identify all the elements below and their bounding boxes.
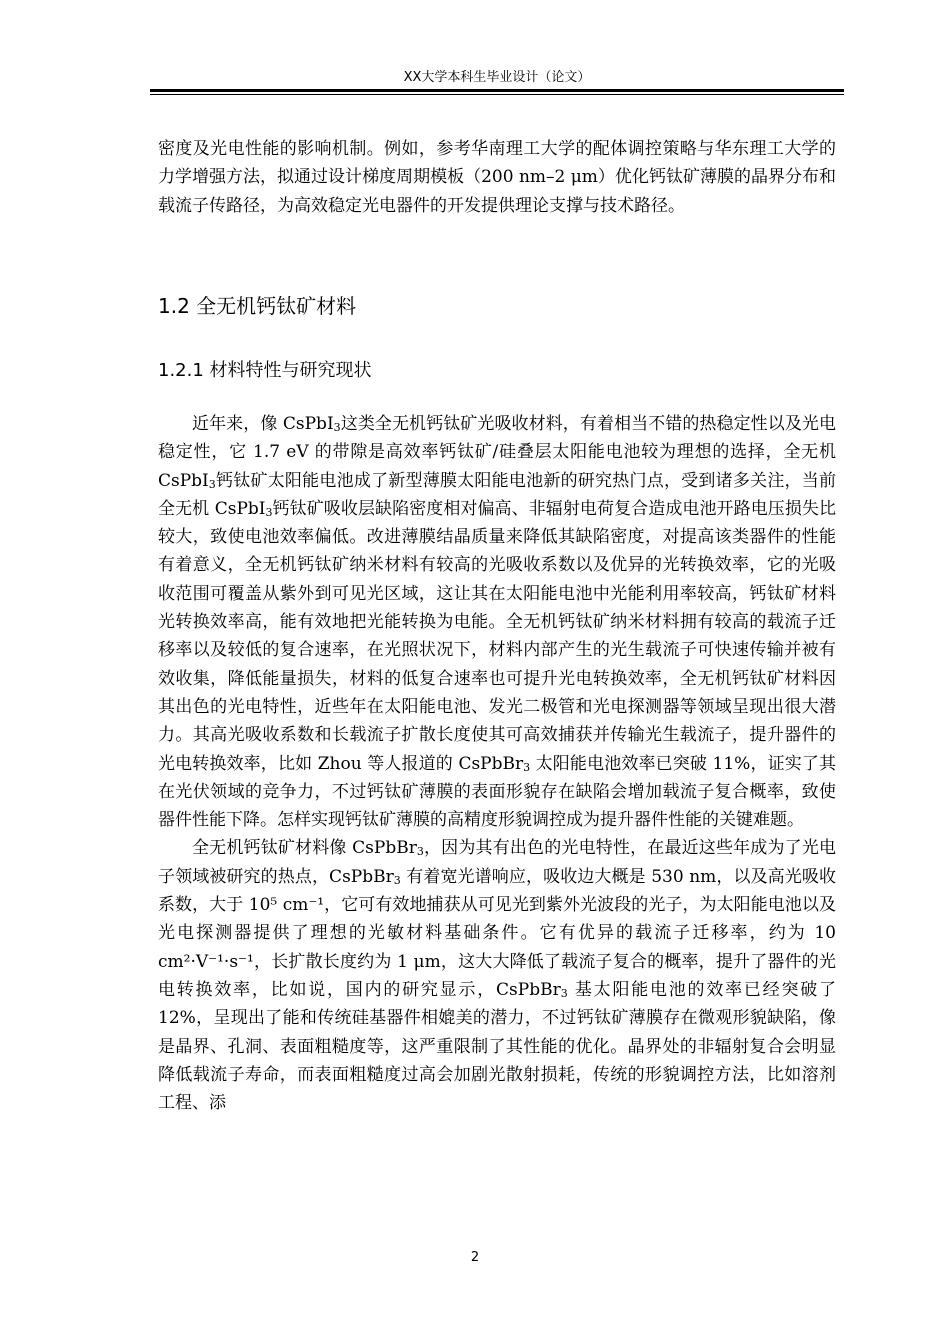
header-rule-thick	[150, 89, 844, 92]
header-rule-thin	[150, 94, 844, 95]
paragraph-2-text: 全无机钙钛矿材料像 CsPbBr	[192, 838, 417, 859]
paragraph-1-text: 钙钛矿太阳能电池成了新型薄膜太阳能电池新的研究热门点，受到诸多关注，当前全无机 CsPbI	[158, 470, 836, 519]
subscript: 3	[560, 986, 568, 1000]
paragraph-2-text: ，因为其有出色的光电特性，在最近这些年成为了光电子领域被研究的热点，CsPbBr	[158, 838, 837, 887]
subscript: 3	[333, 421, 341, 434]
paragraph-1	[158, 410, 836, 834]
paragraph-1-text: 太阳能电池效率已突破 11%，证实了其在光伏领域的竞争力，不过钙钛矿薄膜的表面形貌存在缺陷会增加载流子复合概率，致使器件性能下降。怎样实现钙钛矿薄膜的高精度形貌调控成为提升器件性能的关键难题。	[158, 753, 837, 831]
section-heading: 1.2 全无机钙钛矿材料	[158, 294, 357, 318]
subscript: 3	[393, 873, 401, 887]
main-text	[158, 410, 836, 1117]
paragraph-1-text: 这类全无机钙钛矿光吸收材料，有着相当不错的热稳定性以及光电稳定性，它 1.7 eV 的带隙是高效率钙钛矿/硅叠层太阳能电池较为理想的选择，全无机 CsPbI	[158, 414, 836, 491]
subscript: 3	[265, 505, 273, 519]
subsection-heading: 1.2.1 材料特性与研究现状	[158, 360, 372, 381]
paragraph-1-text: 钙钛矿吸收层缺陷密度相对偏高、非辐射电荷复合造成电池开路电压损失比较大，致使电池效率偏低。改进薄膜结晶质量来降低其缺陷密度，对提高该类器件的性能有着意义，全无机钙钛矿纳米材料有较高的光吸收系数以及优异的光转换效率，它的光吸收范围可覆盖从紫外到可见光区域，这让其在太阳能电池中光能利用率较高，钙钛矿材料光转换效率高，能有效地把光能转换为电能。全无机钙钛矿纳米材料拥有较高的载流子迁移率以及较低的复合速率，在光照状况下，材料内部产生的光生载流子可快速传输并被有效收集，降低能量损失，材料的低复合速率也可提升光电转换效率，全无机钙钛矿材料因其出色的光电特性，近些年在太阳能电池、发光二极管和光电探测器等领域呈现出很大潜力。其高光吸收系数和长载流子扩散长度使其可高效捕获并传输光生载流子，提升器件的光电转换效率，比如 Zhou 等人报道的 CsPbBr	[158, 498, 837, 774]
paragraph-2	[158, 834, 836, 1117]
paragraph-2-text: 基太阳能电池的效率已经突破了 12%，呈现出了能和传统硅基器件相媲美的潜力，不过钙钛矿薄膜存在微观形貌缺陷，像是晶界、孔洞、表面粗糙度等，这严重限制了其性能的优化。晶界处的非辐射复合会明显降低载流子寿命，而表面粗糙度过高会加剧光散射损耗，传统的形貌调控方法，比如溶剂工程、添	[158, 979, 837, 1114]
subscript: 3	[523, 760, 531, 774]
page-number: 2	[470, 1250, 480, 1265]
subscript: 3	[208, 477, 216, 491]
paragraph-1-text: 近年来，像 CsPbI	[192, 414, 334, 434]
paragraph-2-text: 有着宽光谱响应，吸收边大概是 530 nm，以及高光吸收系数，大于 10⁵ cm⁻¹，它可有效地捕获从可见光到紫外光波段的光子，为太阳能电池以及光电探测器提供了理想的光敏材料基础条件。它有优异的载流子迁移率，约为 10 cm²·V⁻¹·s⁻¹，长扩散长度约为 1 μm，这大大降低了载流子复合的概率，提升了器件的光电转换效率，比如说，国内的研究显示，CsPbBr	[158, 866, 836, 1000]
subscript: 3	[416, 845, 424, 859]
intro-paragraph: 密度及光电性能的影响机制。例如，参考华南理工大学的配体调控策略与华东理工大学的力学增强方法，拟通过设计梯度周期模板（200 nm–2 μm）优化钙钛矿薄膜的晶界分布和载流子传路径，为高效稳定光电器件的开发提供理论支撑与技术路径。	[158, 139, 836, 216]
intro-block	[158, 135, 836, 220]
page-header: XX大学本科生毕业设计（论文）	[403, 70, 591, 85]
